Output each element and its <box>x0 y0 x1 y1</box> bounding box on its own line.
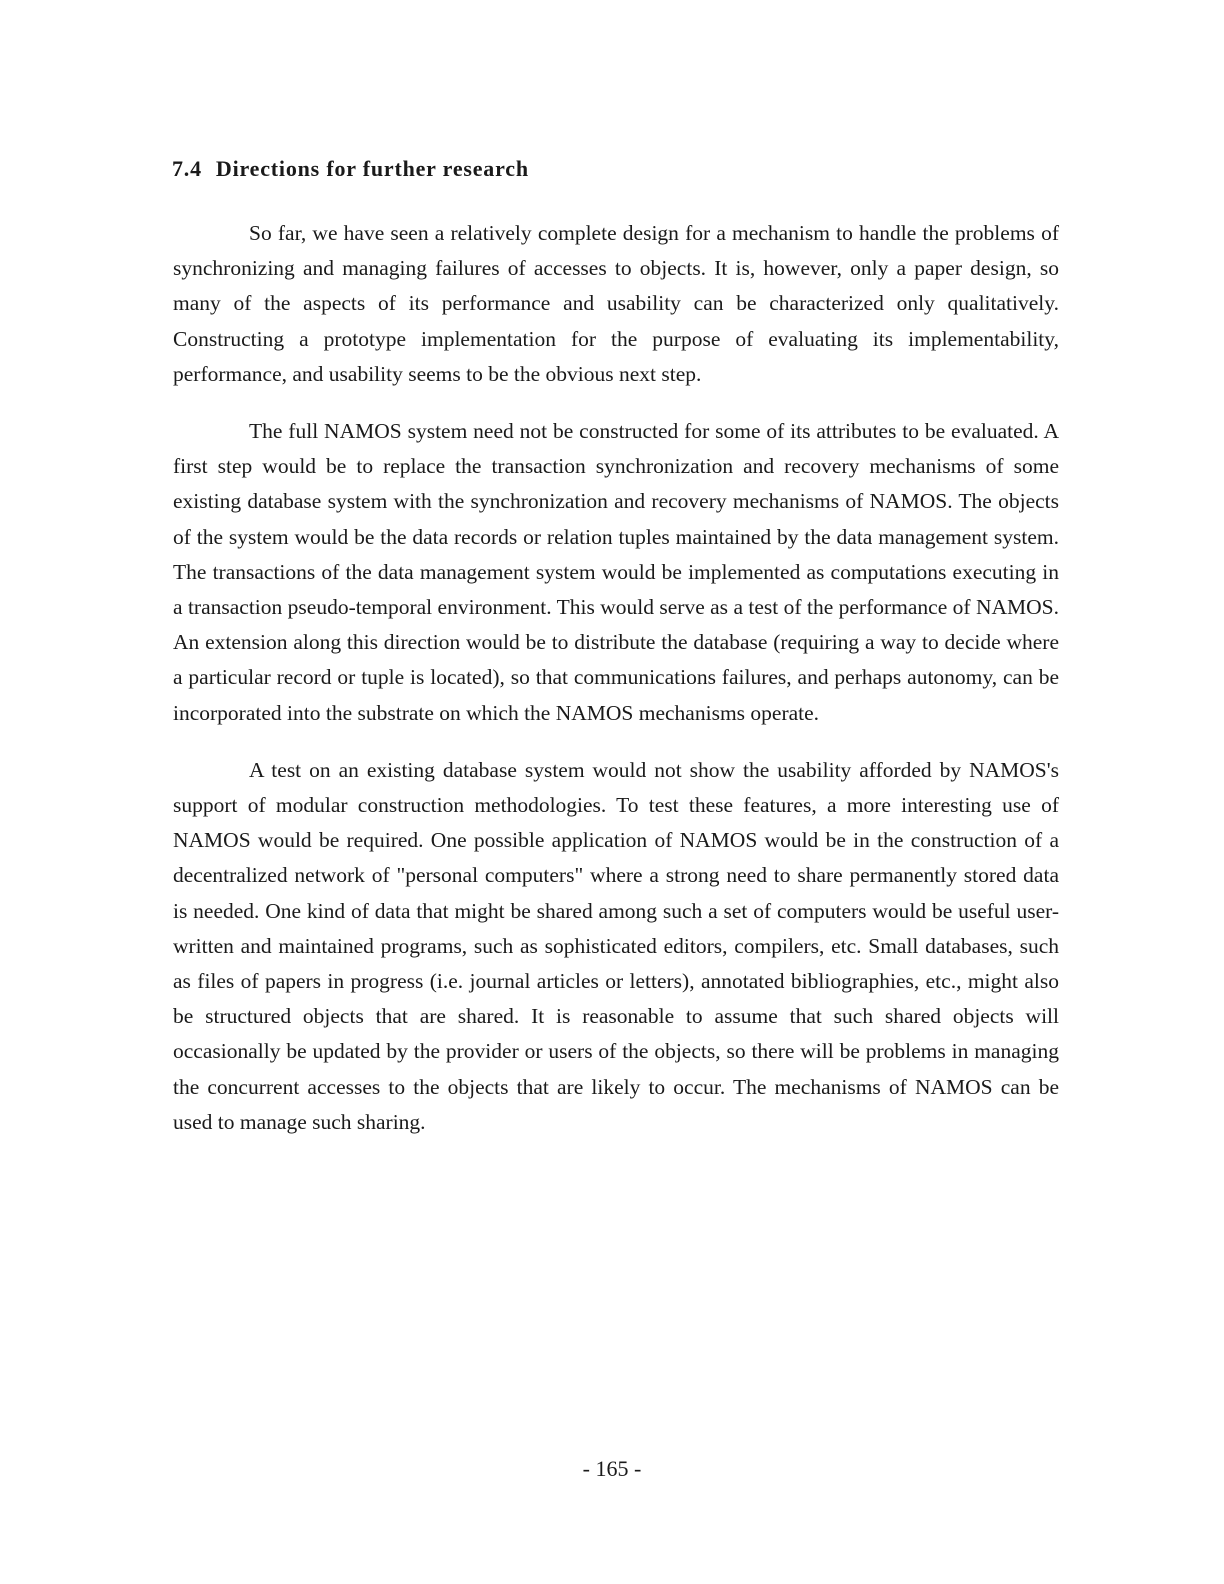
section-number: 7.4 <box>172 156 202 181</box>
paragraph: A test on an existing database system would not show the usability afforded by NAMOS's support of modular construction methodologies. To test these features, a more interesting use of NAMOS would be required. One possible application of NAMOS would be in the construction of a decentralized network of "personal computers" where a strong need to share permanently stored data is needed. One kind of data that might be shared among such a set of computers would be useful user-written and maintained programs, such as sophisticated editors, compilers, etc. Small databases, such as files of papers in progress (i.e. journal articles or letters), annotated bibliographies, etc., might also be structured objects that are shared. It is reasonable to assume that such shared objects will occasionally be updated by the provider or users of the objects, so there will be problems in managing the concurrent accesses to the objects that are likely to occur. The mechanisms of NAMOS can be used to manage such sharing. <box>173 757 1059 1134</box>
section-heading <box>172 156 529 182</box>
paragraph: The full NAMOS system need not be constructed for some of its attributes to be evaluated. A first step would be to replace the transaction synchronization and recovery mechanisms of some existing database system with the synchronization and recovery mechanisms of NAMOS. The objects of the system would be the data records or relation tuples maintained by the data management system. The transactions of the data management system would be implemented as computations executing in a transaction pseudo-temporal environment. This would serve as a test of the performance of NAMOS. An extension along this direction would be to distribute the database (requiring a way to decide where a particular record or tuple is located), so that communications failures, and perhaps autonomy, can be incorporated into the substrate on which the NAMOS mechanisms operate. <box>173 419 1059 725</box>
paragraph: So far, we have seen a relatively complete design for a mechanism to handle the problems of synchronizing and managing failures of accesses to objects. It is, however, only a paper design, so many of the aspects of its performance and usability can be characterized only qualitatively. Constructing a prototype implementation for the purpose of evaluating its implementability, performance, and usability seems to be the obvious next step. <box>173 221 1059 386</box>
section-title: Directions for further research <box>215 156 529 181</box>
body-text <box>173 216 1059 1162</box>
page-number: - 165 - <box>582 1456 642 1481</box>
